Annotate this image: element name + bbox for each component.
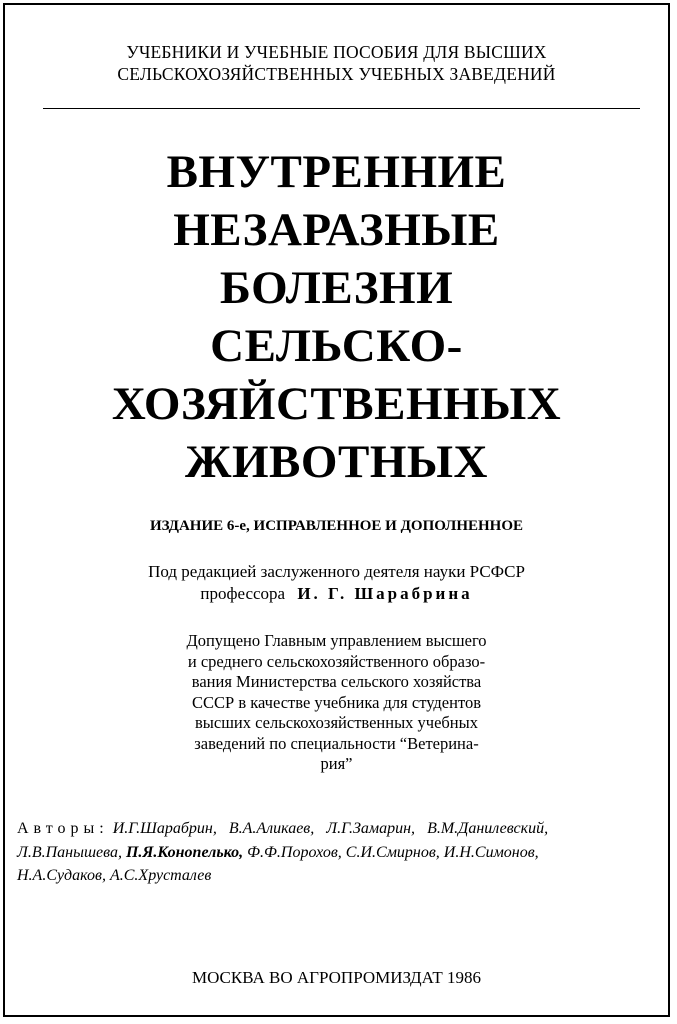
author-name: А.С.Хрусталев <box>109 867 212 884</box>
series-line-1: УЧЕБНИКИ И УЧЕБНЫЕ ПОСОБИЯ ДЛЯ ВЫСШИХ <box>126 42 547 62</box>
authors-label: Авторы: <box>17 820 109 837</box>
authors-line-2 <box>17 841 660 865</box>
author-name: Ф.Ф.Порохов, <box>247 843 342 861</box>
approval-line-2: и среднего сельскохозяйственного образо- <box>187 651 486 671</box>
title-page <box>3 3 670 1017</box>
title-line-5: ХОЗЯЙСТВЕННЫХ <box>111 378 562 430</box>
author-name: И.Н.Симонов, <box>443 843 539 861</box>
author-name: С.И.Смирнов, <box>345 843 440 861</box>
author-name: Л.Г.Замарин, <box>326 820 416 837</box>
header-divider <box>43 108 640 109</box>
editor-credit <box>5 561 668 605</box>
series-line-2: СЕЛЬСКОХОЗЯЙСТВЕННЫХ УЧЕБНЫХ ЗАВЕДЕНИЙ <box>117 64 556 84</box>
author-name: Л.В.Панышева, <box>17 843 122 861</box>
title-line-4: СЕЛЬСКО- <box>210 320 463 372</box>
title-line-6: ЖИВОТНЫХ <box>185 436 488 488</box>
publisher-imprint: МОСКВА ВО АГРОПРОМИЗДАТ 1986 <box>191 968 482 987</box>
title-line-2: НЕЗАРАЗНЫЕ <box>173 204 500 256</box>
author-name: В.А.Аликаев, <box>228 820 315 837</box>
authors-line-3 <box>17 864 660 888</box>
author-name: И.Г.Шарабрин, <box>112 820 217 837</box>
approval-line-6: заведений по специальности “Ветерина- <box>194 733 479 753</box>
title-line-1: ВНУТРЕННИЕ <box>166 146 507 198</box>
approval-line-3: вания Министерства сельского хозяйства <box>191 672 482 691</box>
author-name-highlighted: П.Я.Конопелько, <box>125 843 244 861</box>
editor-line-1: Под редакцией заслуженного деятеля науки РСФСР <box>148 562 525 581</box>
editor-prefix: профессора <box>200 584 286 603</box>
edition-note: ИЗДАНИЕ 6-е, ИСПРАВЛЕННОЕ И ДОПОЛНЕННОЕ <box>149 518 524 534</box>
author-name: Н.А.Судаков, <box>17 867 106 884</box>
author-name: В.М.Данилевский, <box>427 820 549 837</box>
book-title <box>5 143 668 491</box>
approval-line-4: СССР в качестве учебника для студентов <box>192 692 481 712</box>
editor-line-2 <box>5 583 668 605</box>
approval-line-7: рия” <box>320 754 353 773</box>
series-header <box>5 41 668 85</box>
title-line-3: БОЛЕЗНИ <box>219 262 454 314</box>
authors-block <box>17 817 660 888</box>
editor-name: И. Г. Шарабрина <box>297 584 473 603</box>
approval-line-1: Допущено Главным управлением высшего <box>186 631 487 650</box>
approval-line-5: высших сельскохозяйственных учебных <box>195 713 478 732</box>
approval-statement <box>5 631 668 775</box>
authors-line-1 <box>17 817 660 841</box>
